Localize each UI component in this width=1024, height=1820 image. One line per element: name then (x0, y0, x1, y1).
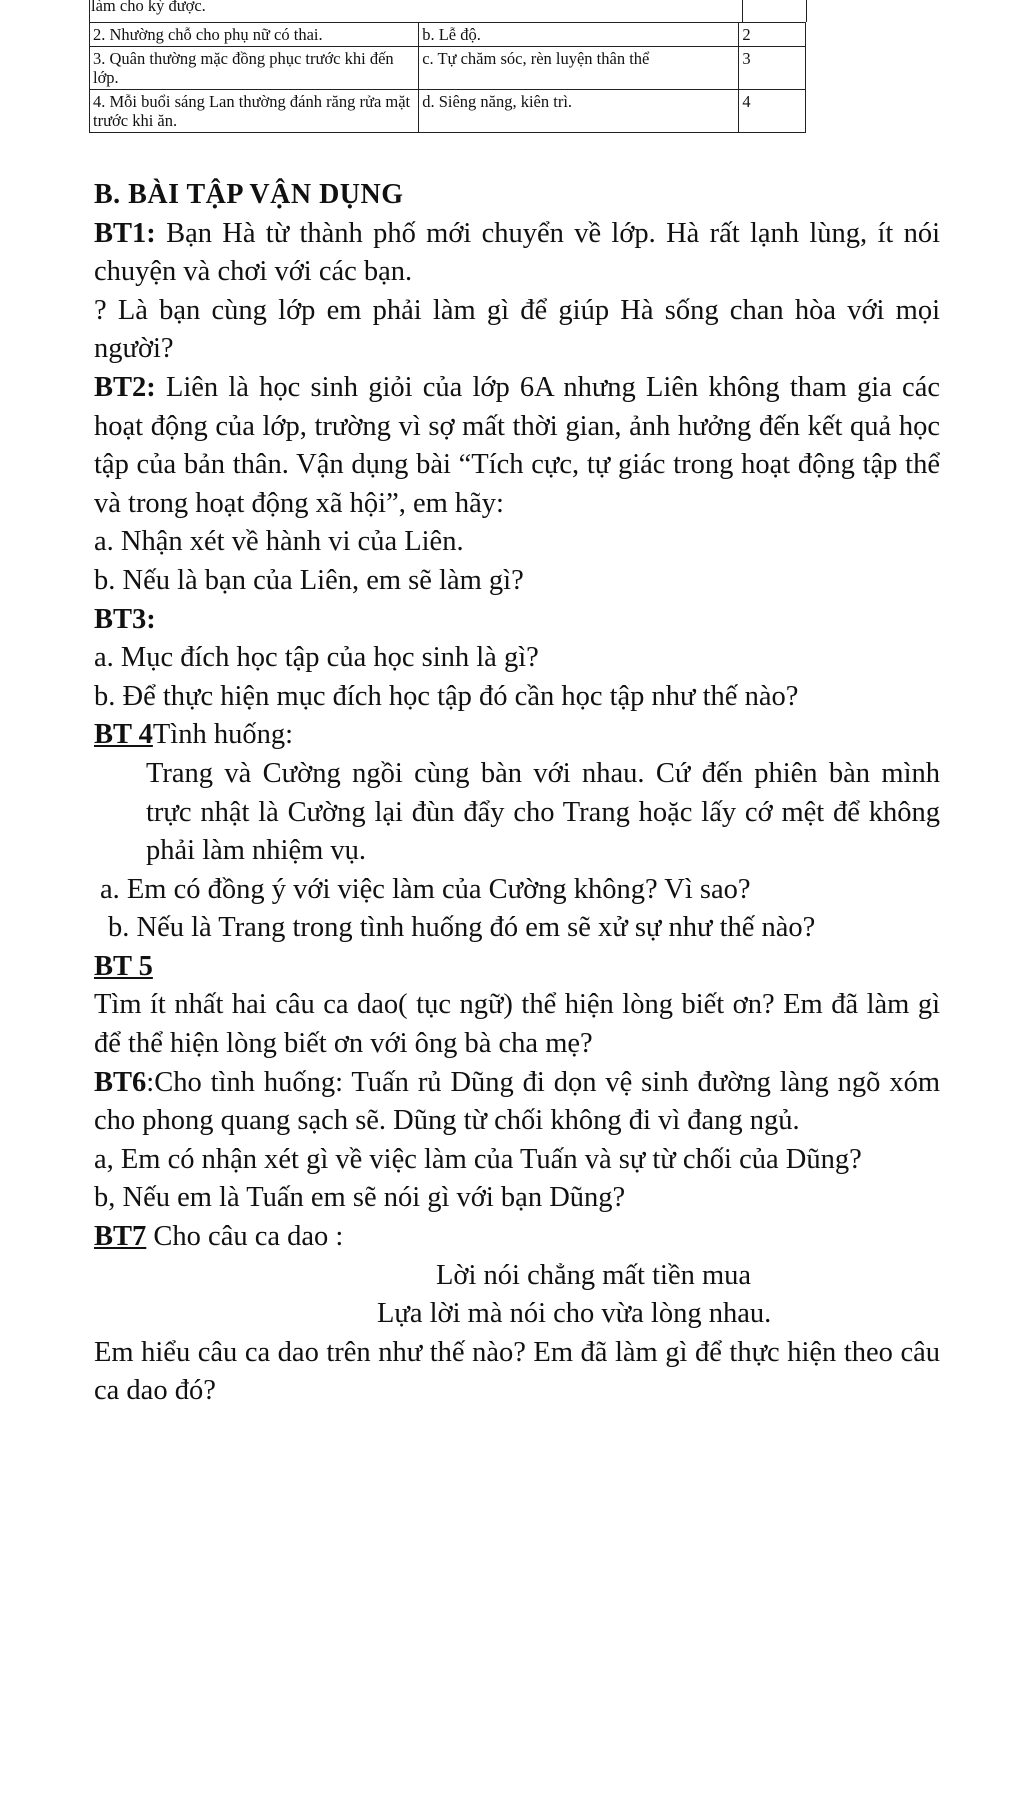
table-cell-middle: d. Siêng năng, kiên trì. (419, 90, 739, 133)
bt3-label: BT3: (94, 603, 156, 635)
bt7-intro: Cho câu ca dao : (146, 1221, 344, 1253)
bt4-heading (94, 716, 940, 755)
bt7-heading (94, 1218, 940, 1257)
table-top-rule-left (89, 0, 90, 22)
bt2-paragraph (94, 369, 940, 523)
matching-table (89, 22, 806, 133)
bt1-text: Bạn Hà từ thành phố mới chuyển về lớp. Hà rất lạnh lùng, ít nói chuyện và chơi với các bạn. (94, 217, 940, 288)
table-cell-middle: b. Lễ độ. (419, 23, 739, 47)
table-cell-left: 3. Quân thường mặc đồng phục trước khi đến lớp. (90, 47, 419, 90)
table-cell-left: 2. Nhường chỗ cho phụ nữ có thai. (90, 23, 419, 47)
bt7-question: Em hiểu câu ca dao trên như thế nào? Em đã làm gì để thực hiện theo câu ca dao đó? (94, 1336, 940, 1407)
table-cell-left: 4. Mỗi buổi sáng Lan thường đánh răng rửa mặt trước khi ăn. (90, 90, 419, 133)
table-top-rule-mid (742, 0, 743, 22)
table-row (90, 23, 806, 47)
bt7-label: BT7 (94, 1221, 147, 1253)
table-top-fragment: làm cho kỳ được. (91, 0, 206, 15)
bt1-question: ? Là bạn cùng lớp em phải làm gì để giúp Hà sống chan hòa với mọi người? (94, 294, 940, 365)
bt6-text: :Cho tình huống: Tuấn rủ Dũng đi dọn vệ sinh đường làng ngõ xóm cho phong quang sạch sẽ. Dũng từ chối không đi vì đang ngủ. (94, 1066, 940, 1137)
bt1-label: BT1: (94, 217, 156, 249)
bt2-text: Liên là học sinh giỏi của lớp 6A nhưng Liên không tham gia các hoạt động của lớp, trường vì sợ mất thời gian, ảnh hưởng đến kết quả học tập của bản thân. Vận dụng bài “Tích cực, tự giác trong hoạt động tập thể và trong hoạt động xã hội”, em hãy: (94, 371, 940, 519)
section-heading: B. BÀI TẬP VẬN DỤNG (94, 179, 404, 210)
bt3-item-a: a. Mục đích học tập của học sinh là gì? (94, 642, 539, 674)
table-row (90, 47, 806, 90)
bt6-item-b: b, Nếu em là Tuấn em sẽ nói gì với bạn Dũng? (94, 1182, 626, 1214)
bt5-label: BT 5 (94, 950, 153, 982)
bt6-label: BT6 (94, 1066, 147, 1098)
bt6-item-a: a, Em có nhận xét gì về việc làm của Tuấn và sự từ chối của Dũng? (94, 1143, 862, 1175)
bt3-item-b: b. Để thực hiện mục đích học tập đó cần học tập như thế nào? (94, 680, 799, 712)
bt7-poem-line-2: Lựa lời mà nói cho vừa lòng nhau. (377, 1298, 772, 1330)
table-cell-right: 2 (739, 23, 806, 47)
bt4-item-a: a. Em có đồng ý với việc làm của Cường không? Vì sao? (100, 873, 751, 905)
bt4-text: Trang và Cường ngồi cùng bàn với nhau. Cứ đến phiên bàn mình trực nhật là Cường lại đùn đẩy cho Trang hoặc lấy cớ mệt để không phải làm nhiệm vụ. (146, 757, 940, 867)
table-cell-middle: c. Tự chăm sóc, rèn luyện thân thể (419, 47, 739, 90)
bt1-paragraph (94, 215, 940, 292)
bt2-label: BT2: (94, 371, 156, 403)
bt2-item-a: a. Nhận xét về hành vi của Liên. (94, 526, 464, 558)
bt7-poem-line-1: Lời nói chẳng mất tiền mua (436, 1259, 752, 1291)
table-cell-right: 4 (739, 90, 806, 133)
table-cell-right: 3 (739, 47, 806, 90)
bt6-paragraph (94, 1064, 940, 1141)
bt4-item-b: b. Nếu là Trang trong tình huống đó em sẽ xử sự như thế nào? (108, 912, 816, 944)
table-top-rule-right (806, 0, 807, 22)
bt4-title: Tình huống: (152, 719, 294, 751)
bt2-item-b: b. Nếu là bạn của Liên, em sẽ làm gì? (94, 564, 524, 596)
bt5-text: Tìm ít nhất hai câu ca dao( tục ngữ) thể hiện lòng biết ơn? Em đã làm gì để thể hiện lòng biết ơn với ông bà cha mẹ? (94, 989, 940, 1060)
bt4-label: BT 4 (94, 719, 153, 751)
exercise-body (94, 176, 940, 1411)
table-row (90, 90, 806, 133)
